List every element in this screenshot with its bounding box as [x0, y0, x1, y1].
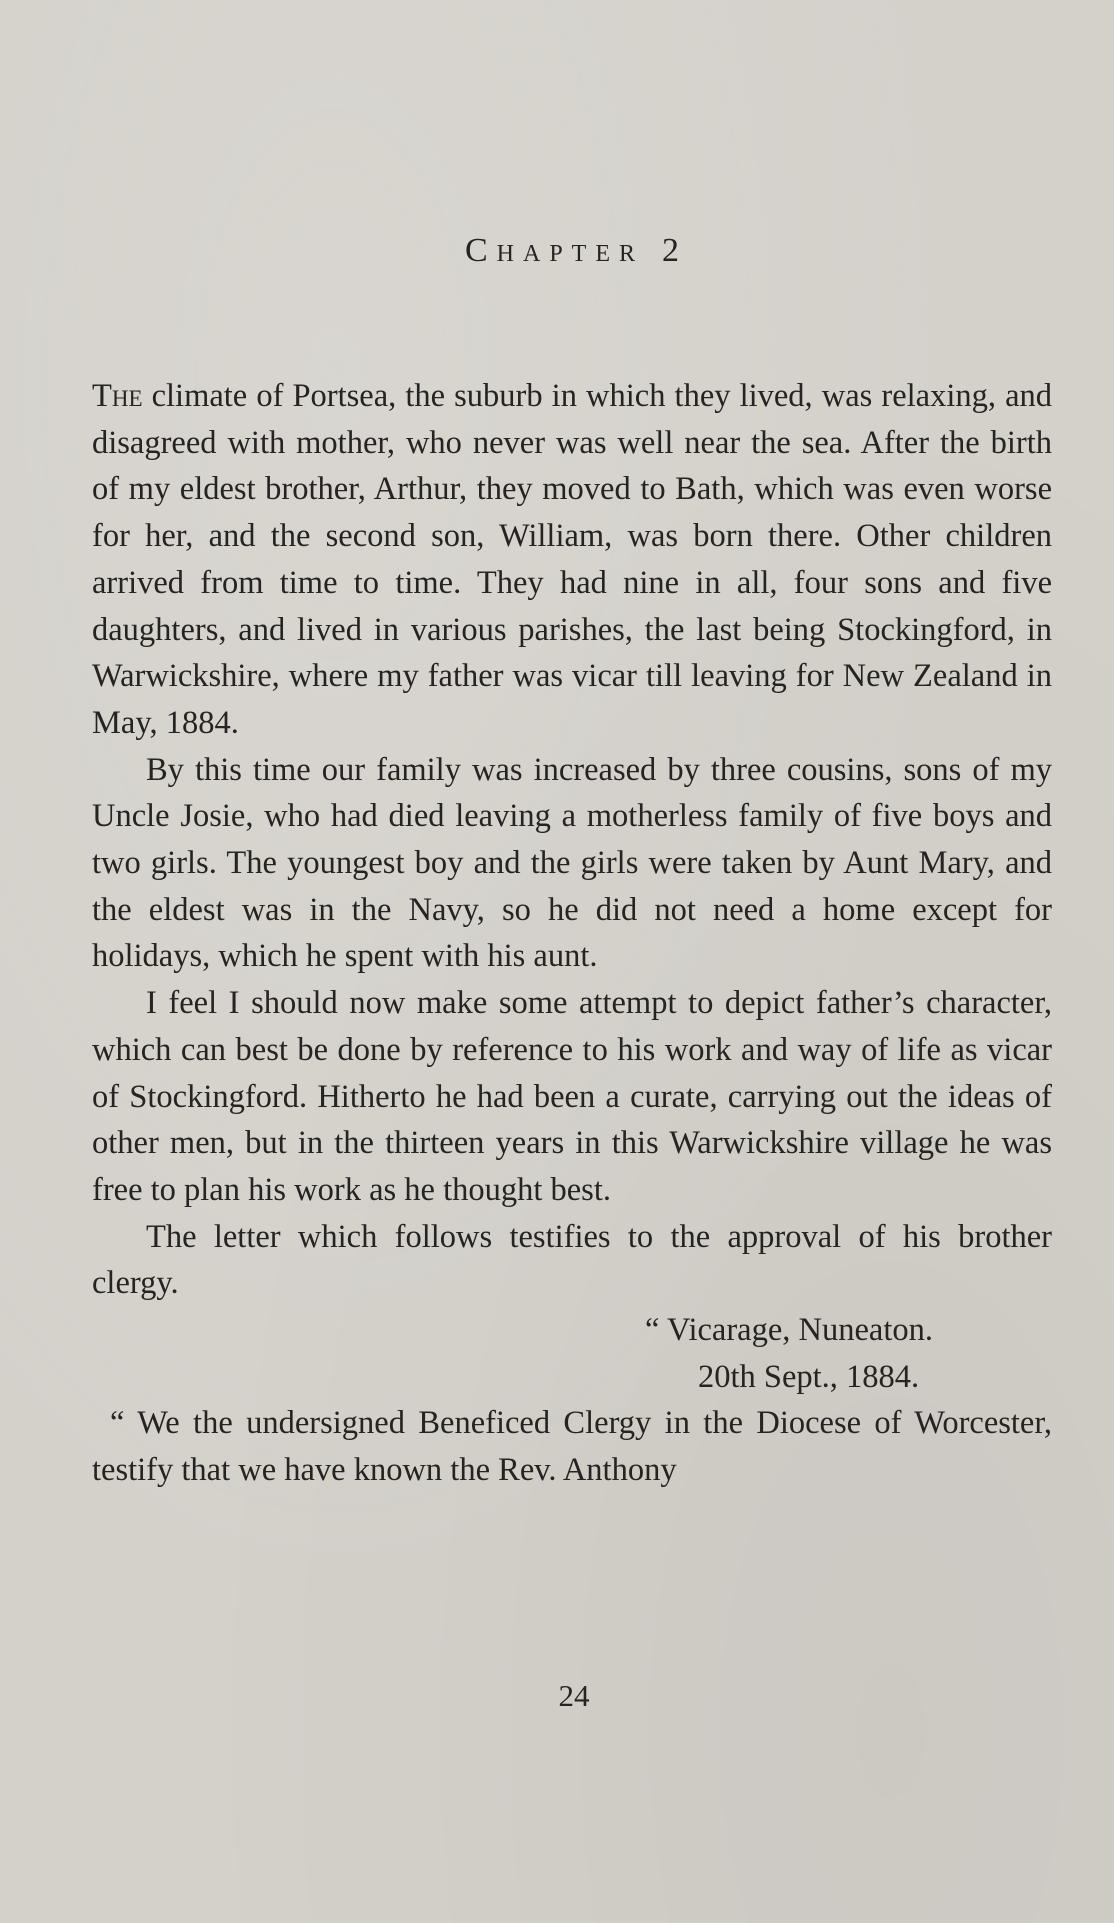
paragraph-2: By this time our family was increased by three cousins, sons of my Uncle Josie, who had died leaving a motherless family of five boys and two girls. The youngest boy and the girls were taken by Aunt Mary, and the eldest was in the Navy, so he did not need a home except for holidays, which he spent with his aunt.: [92, 751, 1052, 975]
paragraph-4: The letter which follows testifies to the approval of his brother clergy.: [92, 1218, 1052, 1302]
letter-address: “ Vicarage, Nuneaton.: [645, 1312, 934, 1349]
chapter-number: 2: [662, 232, 680, 269]
paragraph-1: [92, 373, 1052, 747]
chapter-word: Chapter: [464, 232, 645, 269]
page-number: 24: [558, 1678, 590, 1713]
paragraph-3: I feel I should now make some attempt to depict father’s character, which can best be done by reference to his work and way of life as vicar of Stockingford. Hitherto he had been a curate, carrying out the ideas of other men, but in the thirteen years in this Warwickshire village he was free to plan his work as he thought best.: [92, 985, 1052, 1208]
body-text: [92, 373, 1052, 1494]
paragraph-1-text: climate of Portsea, the suburb in which they lived, was relaxing, and disagreed with mother, who never was well near the sea. After the birth of my eldest brother, Arthur, they moved to Bath, which was even worse for her, and the second son, William, was born there. Other children arrived from time to time. They had nine in all, four sons and five daughters, and lived in various parishes, the last being Stockingford, in Warwickshire, where my father was vicar till leaving for New Zealand in May, 1884.: [92, 378, 1052, 741]
chapter-heading: [0, 232, 1114, 270]
letter-opening: “ We the undersigned Beneficed Clergy in the Diocese of Worcester, testify that we have known the Rev. Anthony: [92, 1405, 1052, 1489]
letter-date: 20th Sept., 1884.: [698, 1358, 920, 1395]
lead-word: The: [92, 378, 143, 414]
